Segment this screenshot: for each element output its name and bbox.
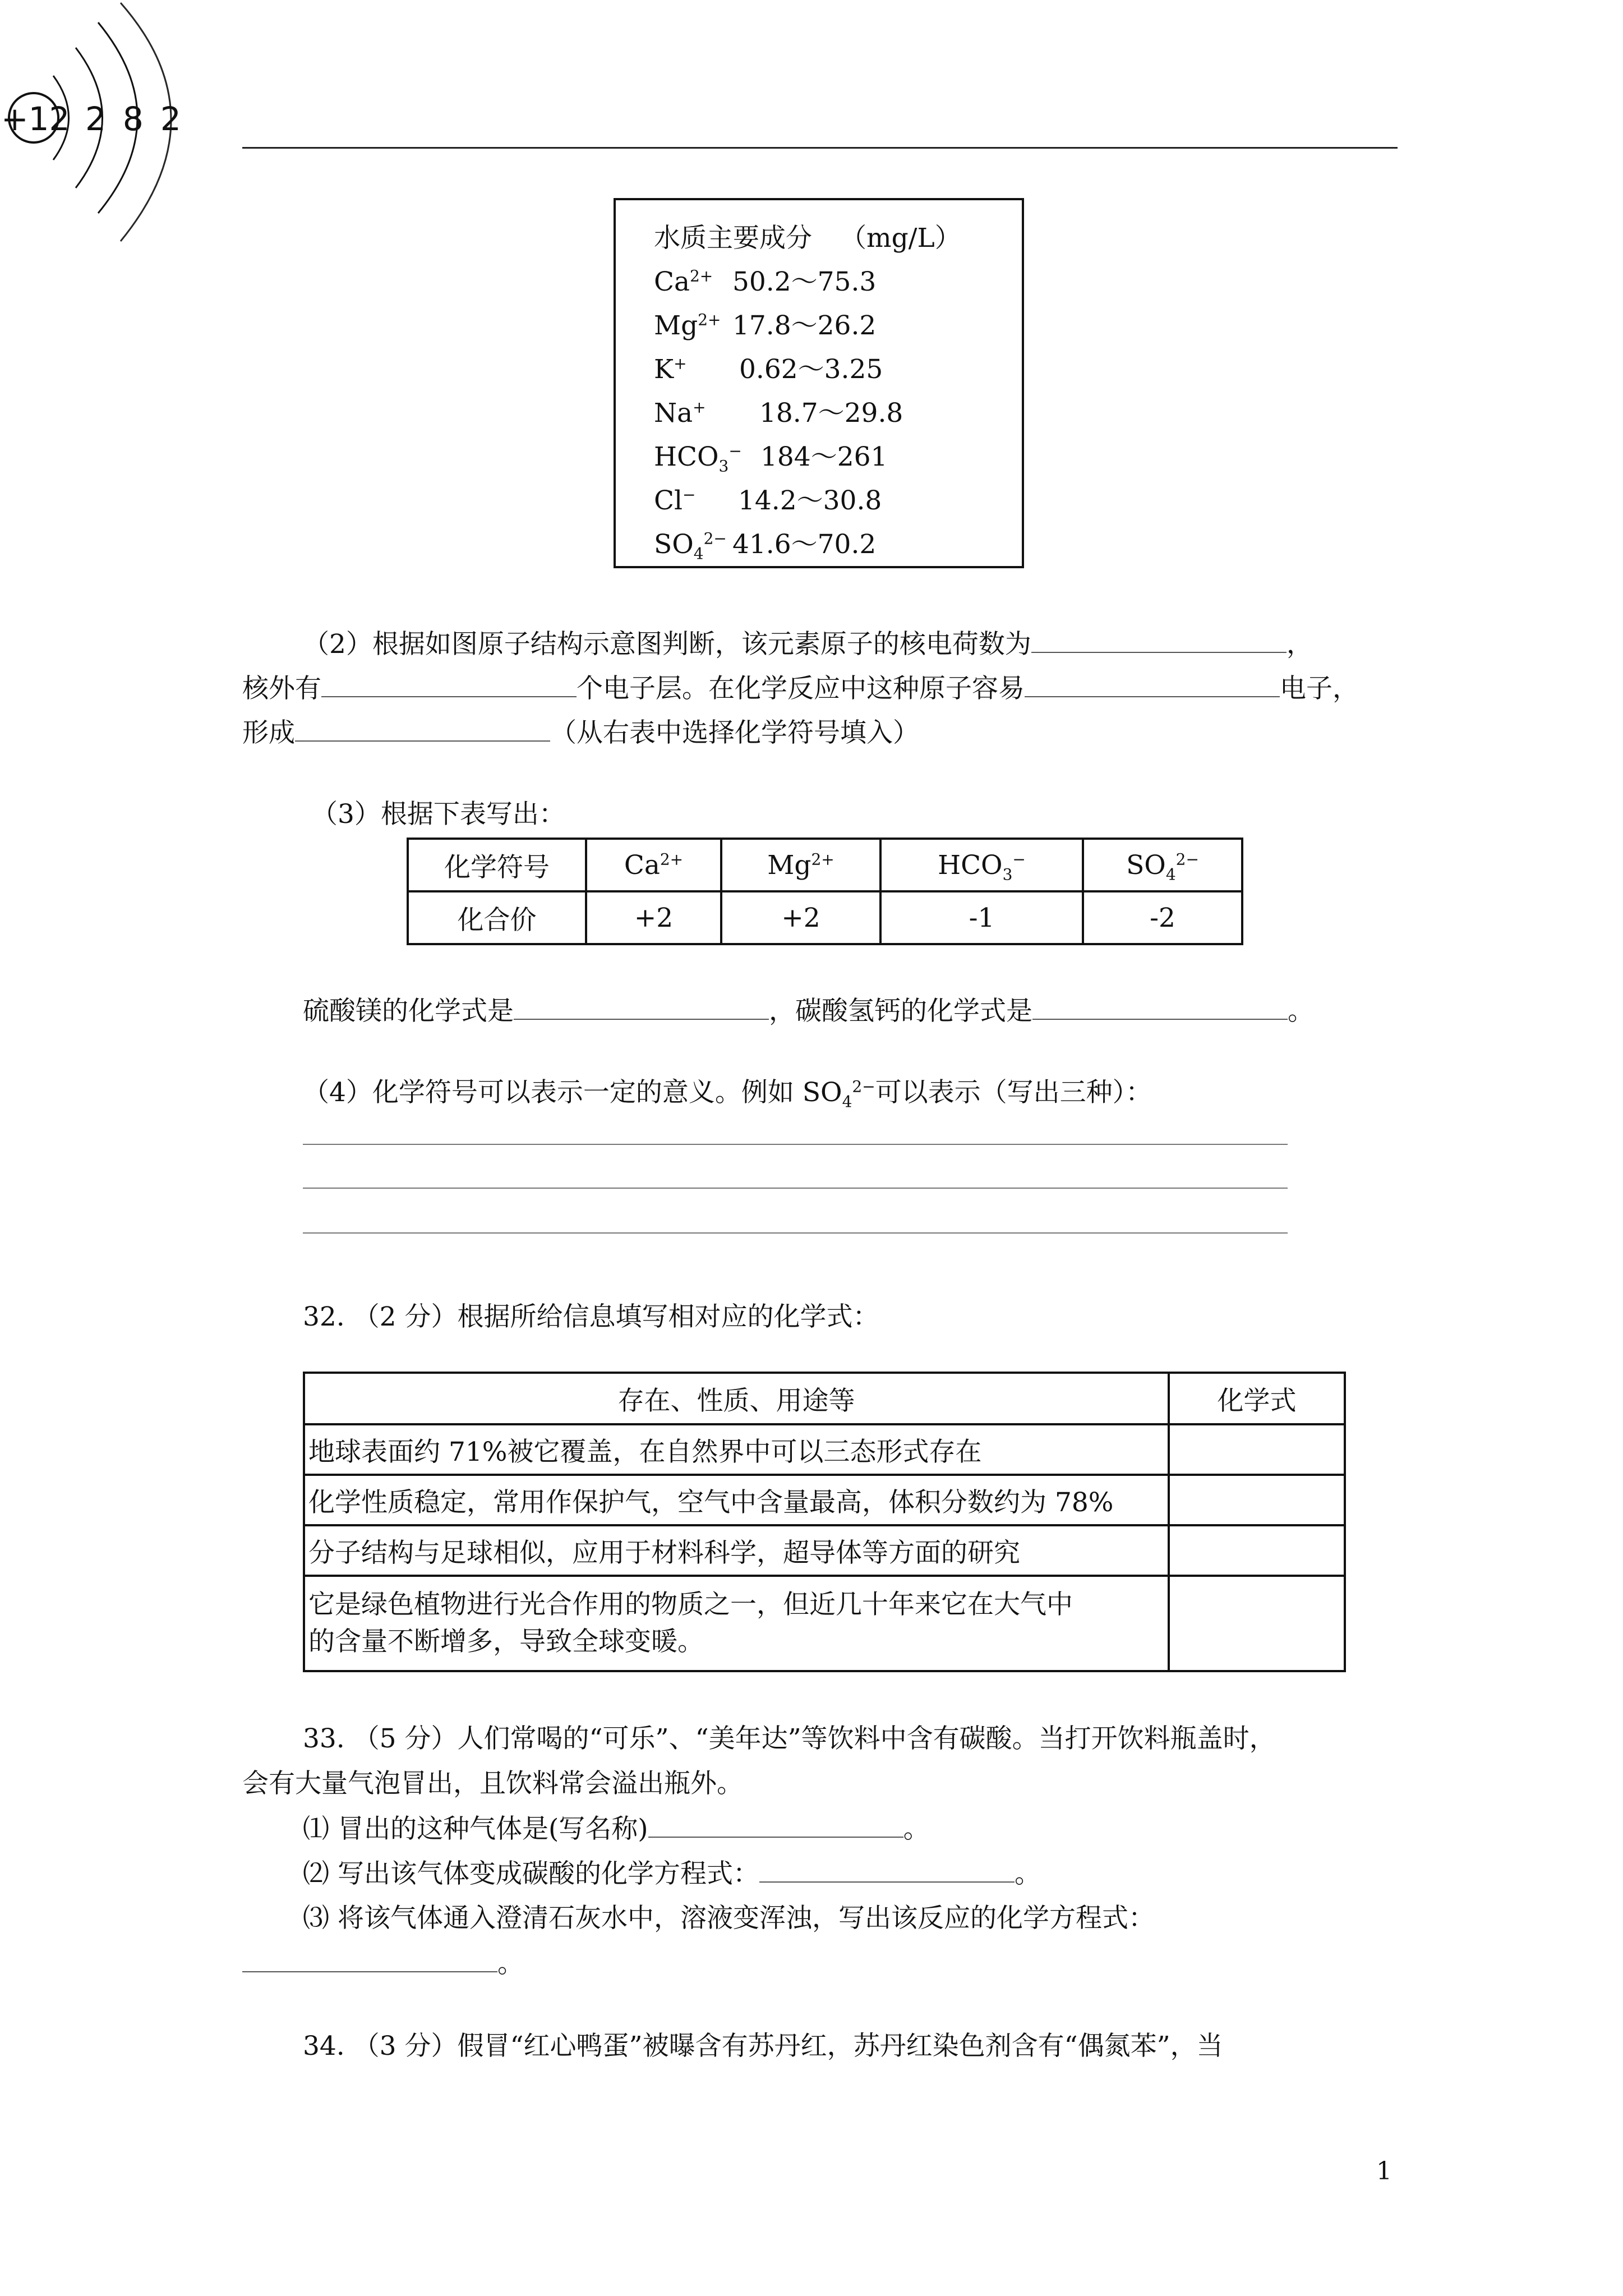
symbol-base: Mg <box>767 849 811 881</box>
water-row-cl <box>654 480 882 517</box>
water-row-na <box>654 392 903 430</box>
q33-line2: 会有大量气泡冒出，且饮料常会溢出瓶外。 <box>242 1768 743 1799</box>
ion-base: Ca <box>654 266 690 297</box>
shell-2-electrons: 8 <box>122 100 160 138</box>
valence-value: -2 <box>1083 891 1242 944</box>
q33-punct: 。 <box>1014 1858 1041 1889</box>
symbol-base: HCO <box>938 849 1003 881</box>
water-row-k <box>654 348 883 386</box>
ion-base: HCO <box>654 441 719 472</box>
symbol-subscript: 3 <box>1002 864 1013 884</box>
page-number: 1 <box>1376 2157 1392 2185</box>
q2-blank-gain-lose[interactable] <box>1025 671 1280 697</box>
ion-base: Mg <box>654 310 698 341</box>
ion-range: 0.62～3.25 <box>739 354 883 385</box>
q4-answer-line-1[interactable] <box>303 1144 1288 1145</box>
ion-charge: 2+ <box>698 310 721 329</box>
q32-row4-line1: 它是绿色植物进行光合作用的物质之一，但近几十年来它在大气中 <box>308 1589 1073 1620</box>
q32-row-desc <box>304 1576 1169 1671</box>
q2-line3 <box>242 716 919 750</box>
ion-range: 41.6～70.2 <box>732 529 877 560</box>
q33-blank-equation-2[interactable] <box>242 1947 497 1972</box>
q4-text: （4）化学符号可以表示一定的意义。例如 SO <box>303 1077 842 1108</box>
q2-text: 核外有 <box>242 673 321 704</box>
q32-table <box>303 1372 1346 1672</box>
water-table-title <box>654 217 961 255</box>
valence-table-cell <box>880 839 1083 891</box>
q32-row-desc: 分子结构与足球相似，应用于材料科学，超导体等方面的研究 <box>304 1525 1169 1576</box>
ion-range: 184～261 <box>760 441 888 472</box>
q3-punct: 。 <box>1288 996 1314 1027</box>
valence-table-symbol-row <box>408 839 1242 891</box>
ion-subscript: 3 <box>718 457 729 476</box>
valence-table-cell <box>721 839 880 891</box>
q3-text: 硫酸镁的化学式是 <box>303 996 514 1027</box>
atom-structure-diagram <box>0 0 185 280</box>
symbol-base: SO <box>1126 849 1166 881</box>
q2-blank-ion-symbol[interactable] <box>295 716 550 742</box>
shell-1-electrons: 2 <box>85 100 123 138</box>
q3-blank-calcium-bicarbonate[interactable] <box>1032 994 1288 1020</box>
ion-range: 17.8～26.2 <box>732 310 877 341</box>
ion-base: K <box>654 354 674 385</box>
q3-answers <box>303 994 1314 1028</box>
q32-formula-cell-2[interactable] <box>1169 1475 1345 1525</box>
ion-range: 18.7～29.8 <box>759 398 903 429</box>
q34-line1: 34. （3 分）假冒“红心鸭蛋”被曝含有苏丹红，苏丹红染色剂含有“偶氮苯”，当 <box>303 2031 1223 2062</box>
valence-value: +2 <box>586 891 721 944</box>
valence-table-header-valence: 化合价 <box>408 891 586 944</box>
q2-blank-shell-count[interactable] <box>321 671 577 697</box>
q2-line1 <box>303 627 1313 661</box>
q33-sub3-answer <box>242 1947 524 1981</box>
q2-line2 <box>242 671 1359 706</box>
q32-row <box>304 1475 1345 1525</box>
q2-text: 个电子层。在化学反应中这种原子容易 <box>577 673 1025 704</box>
q32-header-row <box>304 1373 1345 1424</box>
valence-value: +2 <box>721 891 880 944</box>
q32-header-desc: 存在、性质、用途等 <box>304 1373 1169 1424</box>
ion-charge: 2− <box>703 529 727 548</box>
q2-text: （从右表中选择化学符号填入） <box>550 717 919 748</box>
q33-text: ⑵ 写出该气体变成碳酸的化学方程式： <box>303 1858 759 1889</box>
q32-formula-cell-4[interactable] <box>1169 1576 1345 1671</box>
q2-text: 电子， <box>1280 673 1359 704</box>
water-row-hco3 <box>654 436 888 476</box>
q4-answer-line-2[interactable] <box>303 1188 1288 1189</box>
header-rule <box>242 147 1398 149</box>
water-table-title-text: 水质主要成分 <box>654 223 812 254</box>
q33-text: ⑴ 冒出的这种气体是(写名称) <box>303 1814 648 1844</box>
valence-table-cell <box>586 839 721 891</box>
symbol-charge: 2+ <box>660 849 684 868</box>
valence-value: -1 <box>880 891 1083 944</box>
q33-blank-equation-1[interactable] <box>759 1857 1015 1883</box>
q33-line1: 33. （5 分）人们常喝的“可乐”、“美年达”等饮料中含有碳酸。当打开饮料瓶盖时， <box>303 1723 1276 1754</box>
q32-header-formula: 化学式 <box>1169 1373 1345 1424</box>
valence-table-cell <box>1083 839 1242 891</box>
q4-answer-line-3[interactable] <box>303 1232 1288 1234</box>
ion-charge: − <box>728 441 742 461</box>
ion-range: 50.2～75.3 <box>732 266 877 297</box>
q32-row-desc: 地球表面约 71%被它覆盖，在自然界中可以三态形式存在 <box>304 1424 1169 1475</box>
valence-table-valence-row <box>408 891 1242 944</box>
q4-line <box>303 1076 1152 1110</box>
q2-blank-nuclear-charge[interactable] <box>1031 627 1287 653</box>
q2-punct: ， <box>1286 629 1313 660</box>
ion-base: Cl <box>654 485 683 516</box>
ion-charge: − <box>683 485 696 504</box>
q2-text: 形成 <box>242 717 295 748</box>
symbol-charge: 2− <box>1175 849 1199 868</box>
q3-text: ，碳酸氢钙的化学式是 <box>769 996 1032 1027</box>
q33-sub3: ⑶ 将该气体通入澄清石灰水中，溶液变浑浊，写出该反应的化学方程式： <box>303 1903 1155 1934</box>
water-row-ca <box>654 261 876 298</box>
q33-punct: 。 <box>903 1814 930 1844</box>
symbol-charge: − <box>1012 849 1026 868</box>
ion-range: 14.2～30.8 <box>738 485 882 516</box>
q32-row <box>304 1576 1345 1671</box>
q33-sub2 <box>303 1857 1041 1891</box>
q32-title: 32. （2 分）根据所给信息填写相对应的化学式： <box>303 1301 879 1332</box>
q32-formula-cell-3[interactable] <box>1169 1525 1345 1576</box>
q3-blank-mgso4[interactable] <box>514 994 769 1020</box>
q2-text: （2）根据如图原子结构示意图判断，该元素原子的核电荷数为 <box>303 629 1031 660</box>
valence-table <box>407 838 1243 945</box>
atom-nucleus-charge: +12 <box>1 100 70 138</box>
ion-charge: + <box>674 354 687 373</box>
q32-formula-cell-1[interactable] <box>1169 1424 1345 1475</box>
valence-table-header-symbol: 化学符号 <box>408 839 586 891</box>
symbol-charge: 2+ <box>811 849 834 868</box>
symbol-base: Ca <box>624 849 660 881</box>
q32-row4-line2: 的含量不断增多，导致全球变暖。 <box>308 1626 704 1657</box>
q3-intro: （3）根据下表写出： <box>311 799 565 830</box>
q32-row <box>304 1525 1345 1576</box>
ion-subscript: 4 <box>693 544 704 563</box>
water-composition-box <box>614 198 1024 568</box>
q4-subscript: 4 <box>842 1092 852 1111</box>
q33-punct: 。 <box>497 1948 524 1979</box>
water-row-mg <box>654 305 876 342</box>
ion-base: SO <box>654 529 694 560</box>
ion-charge: 2+ <box>689 266 713 286</box>
ion-base: Na <box>654 398 693 429</box>
atom-shell-electrons <box>85 100 198 138</box>
q33-sub1 <box>303 1812 930 1846</box>
q32-row <box>304 1424 1345 1475</box>
q32-row-desc: 化学性质稳定，常用作保护气，空气中含量最高，体积分数约为 78% <box>304 1475 1169 1525</box>
symbol-subscript: 4 <box>1165 864 1176 884</box>
q4-text: 可以表示（写出三种）： <box>875 1077 1152 1108</box>
q4-charge: 2− <box>852 1077 875 1096</box>
shell-3-electrons: 2 <box>160 100 198 138</box>
ion-charge: + <box>693 398 706 417</box>
water-row-so4 <box>654 523 876 561</box>
water-table-unit: （mg/L） <box>840 223 961 254</box>
q33-blank-gas-name[interactable] <box>648 1812 903 1838</box>
